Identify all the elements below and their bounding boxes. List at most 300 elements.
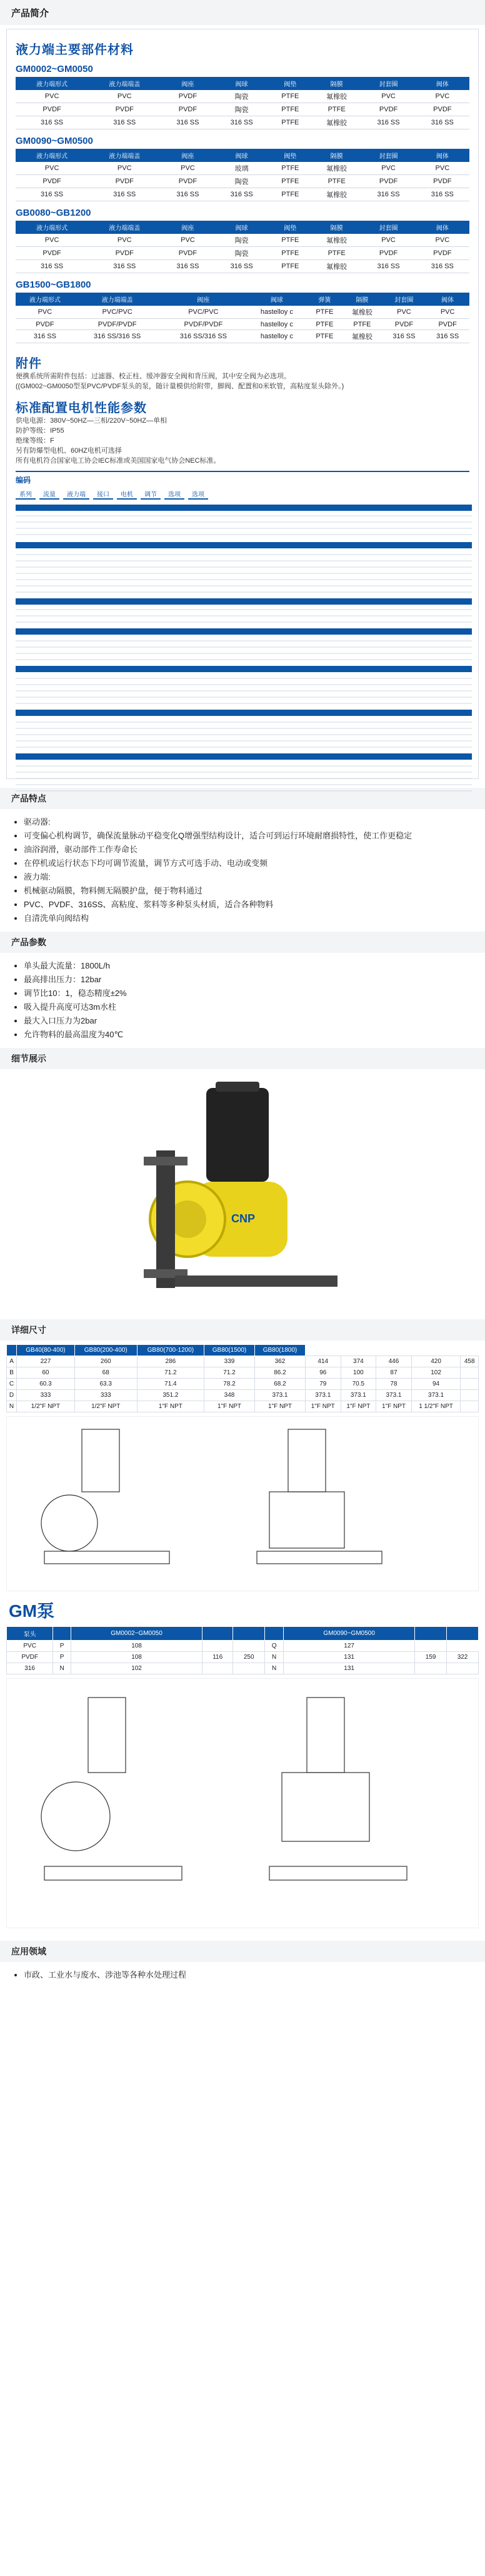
table-header	[202, 1627, 233, 1641]
table-cell: PTFE	[312, 175, 362, 188]
pump-image	[0, 1075, 485, 1313]
table-cell: PVDF	[416, 103, 469, 116]
table-cell	[202, 1663, 233, 1674]
table-cell: 87	[376, 1367, 412, 1379]
code-title: 编码	[16, 476, 31, 485]
table-cell: 1 1/2"F NPT	[411, 1401, 461, 1412]
table-cell: PVDF	[382, 319, 426, 330]
table-cell: 446	[376, 1356, 412, 1367]
table-cell	[415, 1663, 447, 1674]
table-cell: PVC	[16, 162, 88, 175]
table-cell: N	[265, 1663, 284, 1674]
table-cell: 102	[411, 1367, 461, 1379]
materials-header: 阀体	[426, 293, 469, 306]
table-header	[233, 1627, 265, 1641]
table-cell: 322	[447, 1652, 479, 1663]
table-header: GB40(80-400)	[17, 1345, 75, 1356]
table-cell	[202, 1641, 233, 1652]
table-cell: PVDF/PVDF	[161, 319, 247, 330]
materials-header: 阀座	[161, 221, 214, 234]
table-row	[16, 116, 469, 129]
code-item: 电机	[117, 489, 137, 500]
table-cell: 氟橡胶	[312, 116, 362, 129]
pump-illustration	[0, 1075, 485, 1313]
table-cell: 1"F NPT	[305, 1401, 341, 1412]
table-row	[7, 1641, 479, 1652]
list-item: • 在停机或运行状态下均可调节流量，调节方式可选手动、电动或变频	[24, 857, 471, 870]
code-item: 选项	[164, 489, 184, 500]
table-cell: 348	[204, 1390, 255, 1401]
table-cell: 316	[7, 1663, 53, 1674]
table-cell: PVDF	[161, 103, 214, 116]
spec-line: 防护等级：IP55	[16, 427, 64, 435]
table-cell: 316 SS	[215, 188, 269, 201]
table-cell: 氟橡胶	[312, 162, 362, 175]
table-cell: D	[7, 1390, 17, 1401]
table-row	[16, 188, 469, 201]
table-cell: PVC/PVC	[161, 306, 247, 319]
materials-header: 隔膜	[312, 221, 362, 234]
table-cell: 362	[255, 1356, 306, 1367]
table-cell	[461, 1367, 479, 1379]
list-item: • 调节比10：1，稳态精度±2%	[24, 987, 471, 1000]
table-cell: 1"F NPT	[341, 1401, 376, 1412]
intro-card	[6, 29, 479, 779]
table-cell	[461, 1379, 479, 1390]
table-cell: 71.4	[137, 1379, 204, 1390]
table-header	[447, 1627, 479, 1641]
table-cell: PTFE	[312, 103, 362, 116]
materials-table	[16, 77, 469, 129]
table-cell: 陶瓷	[215, 247, 269, 260]
materials-header: 阀垫	[269, 221, 312, 234]
table-cell: PTFE	[269, 247, 312, 260]
table-cell: 458	[461, 1356, 479, 1367]
table-cell: PTFE	[269, 260, 312, 273]
table-cell: 70.5	[341, 1379, 376, 1390]
table-cell: 333	[17, 1390, 75, 1401]
table-cell: 420	[411, 1356, 461, 1367]
table-cell	[415, 1641, 447, 1652]
table-cell: 1"F NPT	[376, 1401, 412, 1412]
list-item: • 吸入提升高度可达3m水柱	[24, 1000, 471, 1014]
table-cell: 陶瓷	[215, 234, 269, 247]
table-cell: 351.2	[137, 1390, 204, 1401]
materials-header: 液力端形式	[16, 149, 88, 162]
list-item: • 最大入口压力为2bar	[24, 1014, 471, 1028]
apps-list	[0, 1962, 485, 1988]
table-cell: 316 SS	[16, 188, 88, 201]
table-cell: PVC	[88, 234, 161, 247]
table-cell: PVDF	[361, 247, 415, 260]
table-cell: PVDF	[361, 175, 415, 188]
table-cell: PVC	[88, 90, 161, 103]
table-row	[16, 175, 469, 188]
table-cell: 60	[17, 1367, 75, 1379]
table-cell: PVDF	[88, 103, 161, 116]
table-cell: 氟橡胶	[342, 306, 382, 319]
materials-header: 液力端端盖	[88, 221, 161, 234]
table-cell: 96	[305, 1367, 341, 1379]
table-cell: N	[53, 1663, 71, 1674]
materials-table	[16, 149, 469, 201]
list-item: • 驱动器:	[24, 815, 471, 829]
table-cell: P	[53, 1641, 71, 1652]
gm-area	[6, 1626, 479, 1928]
spec-line: 供电电源：380V~50HZ—三相/220V~50HZ—单相	[16, 417, 168, 425]
table-cell: 陶瓷	[215, 90, 269, 103]
materials-header: 液力端端盖	[88, 77, 161, 90]
table-cell: PVDF	[416, 247, 469, 260]
gm-table	[6, 1626, 479, 1674]
table-header: GB80(1500)	[204, 1345, 255, 1356]
table-cell: PVDF	[16, 247, 88, 260]
table-cell: PTFE	[342, 319, 382, 330]
table-cell: PVC	[16, 234, 88, 247]
table-row	[7, 1379, 479, 1390]
app-item: • 市政、工业水与废水、涉池等各种水处理过程	[24, 1968, 471, 1982]
table-cell: PTFE	[269, 162, 312, 175]
table-cell: PTFE	[269, 175, 312, 188]
table-header	[415, 1627, 447, 1641]
materials-header: 阀体	[416, 221, 469, 234]
table-cell: 339	[204, 1356, 255, 1367]
table-cell: 1"F NPT	[255, 1401, 306, 1412]
code-item: 系列	[16, 489, 36, 500]
materials-header: 阀球	[246, 293, 307, 306]
table-cell: PVC	[361, 90, 415, 103]
table-cell: 227	[17, 1356, 75, 1367]
table-cell: PVDF	[361, 103, 415, 116]
table-cell: 316 SS	[88, 188, 161, 201]
table-header	[53, 1627, 71, 1641]
table-cell: 1"F NPT	[204, 1401, 255, 1412]
table-header	[7, 1345, 17, 1356]
spec-line: 另有防爆型电机、60HZ电机可选择	[16, 447, 122, 455]
code-item: 液力端	[63, 489, 89, 500]
table-cell: 414	[305, 1356, 341, 1367]
table-cell: PVC	[161, 162, 214, 175]
table-cell: N	[7, 1401, 17, 1412]
table-cell: 71.2	[137, 1367, 204, 1379]
table-row	[7, 1401, 479, 1412]
table-cell: PVC	[416, 90, 469, 103]
appendix-text: ((GM002~GM0050型泵PVC/PVDF泵头的泵，随计量模供给附带，脚阀、配置和0米软管，高粘度泵头除外。)	[16, 383, 344, 390]
table-cell: 63.3	[74, 1379, 137, 1390]
table-cell	[233, 1663, 265, 1674]
materials-group-title: GM0090~GM0500	[16, 136, 93, 146]
materials-header: 阀垫	[269, 149, 312, 162]
materials-table	[16, 293, 469, 343]
table-row	[7, 1652, 479, 1663]
params-list	[0, 953, 485, 1048]
table-cell: PTFE	[269, 103, 312, 116]
table-cell: 316 SS	[215, 260, 269, 273]
table-cell: PVC	[161, 234, 214, 247]
table-cell: 氟橡胶	[312, 260, 362, 273]
table-cell: PTFE	[312, 247, 362, 260]
table-cell: 316 SS	[161, 188, 214, 201]
table-cell: 316 SS	[361, 116, 415, 129]
table-cell: 316 SS/316 SS	[161, 330, 247, 343]
table-cell: 316 SS	[416, 188, 469, 201]
table-cell: 116	[202, 1652, 233, 1663]
list-item: • 自清洗单向阀结构	[24, 912, 471, 925]
section-dimensions: 详细尺寸	[0, 1319, 485, 1341]
table-cell: PVC	[382, 306, 426, 319]
materials-header: 封套圈	[361, 221, 415, 234]
gm-drawing-svg	[7, 1679, 479, 1929]
table-cell: 374	[341, 1356, 376, 1367]
table-cell: 316 SS	[361, 260, 415, 273]
table-cell: PTFE	[307, 319, 342, 330]
table-cell: 94	[411, 1379, 461, 1390]
table-cell: PVC	[16, 306, 74, 319]
table-cell	[461, 1390, 479, 1401]
list-item: • 油浴润滑，驱动部件工作寿命长	[24, 843, 471, 857]
code-block	[16, 471, 469, 500]
table-cell: PVDF	[161, 175, 214, 188]
standard-title: 标准配置电机性能参数	[16, 401, 147, 415]
dimension-drawing	[6, 1416, 479, 1591]
materials-header: 阀球	[215, 221, 269, 234]
table-cell: PVDF	[416, 175, 469, 188]
config-tables-svg	[16, 503, 472, 803]
materials-header: 阀座	[161, 149, 214, 162]
table-row	[7, 1663, 479, 1674]
materials-header: 隔膜	[312, 149, 362, 162]
table-row	[7, 1367, 479, 1379]
table-cell: PVDF	[88, 247, 161, 260]
table-cell: 78	[376, 1379, 412, 1390]
table-cell: 316 SS	[16, 330, 74, 343]
features-list	[0, 809, 485, 932]
materials-header: 阀座	[161, 293, 247, 306]
table-cell: PVDF	[161, 90, 214, 103]
brand-logo: CNP	[231, 1212, 256, 1225]
table-cell	[233, 1641, 265, 1652]
list-item: • 机械驱动隔膜，物料侧无隔膜护盘，便于物料通过	[24, 884, 471, 898]
materials-header: 隔膜	[342, 293, 382, 306]
table-cell: 260	[74, 1356, 137, 1367]
table-row	[16, 319, 469, 330]
table-cell: 79	[305, 1379, 341, 1390]
section-apps: 应用领域	[0, 1941, 485, 1962]
table-cell: PVC	[7, 1641, 53, 1652]
table-cell: 373.1	[305, 1390, 341, 1401]
table-cell: P	[53, 1652, 71, 1663]
materials-header: 阀体	[416, 77, 469, 90]
table-cell: PTFE	[269, 188, 312, 201]
table-cell	[447, 1663, 479, 1674]
table-cell: PVC/PVC	[74, 306, 161, 319]
table-cell: PVDF	[16, 103, 88, 116]
table-cell: Q	[265, 1641, 284, 1652]
table-cell: 108	[71, 1652, 202, 1663]
code-item: 选项	[188, 489, 208, 500]
table-row	[16, 330, 469, 343]
code-item: 流量	[39, 489, 59, 500]
table-cell: 127	[284, 1641, 415, 1652]
table-cell: 1/2"F NPT	[17, 1401, 75, 1412]
materials-table	[16, 221, 469, 273]
table-cell: 373.1	[255, 1390, 306, 1401]
table-cell: PVC	[88, 162, 161, 175]
materials-header: 阀体	[416, 149, 469, 162]
materials-header: 阀垫	[269, 77, 312, 90]
table-cell: PVDF	[161, 247, 214, 260]
table-cell: 1/2"F NPT	[74, 1401, 137, 1412]
materials-header: 封套圈	[361, 77, 415, 90]
gm-drawing	[6, 1678, 479, 1928]
table-cell: 68	[74, 1367, 137, 1379]
table-cell: PVC	[361, 162, 415, 175]
materials-header: 液力端形式	[16, 221, 88, 234]
table-cell: PTFE	[307, 330, 342, 343]
table-cell: hastelloy c	[246, 319, 307, 330]
table-header: 泵头	[7, 1627, 53, 1641]
code-items	[16, 489, 469, 500]
table-row	[16, 260, 469, 273]
table-cell: 316 SS	[161, 260, 214, 273]
materials-group-title: GB0080~GB1200	[16, 208, 91, 218]
table-cell: 玻璃	[215, 162, 269, 175]
table-cell: hastelloy c	[246, 306, 307, 319]
table-cell: 316 SS/316 SS	[74, 330, 161, 343]
table-cell: PVDF	[7, 1652, 53, 1663]
table-cell: 100	[341, 1367, 376, 1379]
list-item: • 液力端:	[24, 870, 471, 884]
spec-line: 绝缘等级：F	[16, 437, 54, 445]
table-header: GB80(200-400)	[74, 1345, 137, 1356]
section-params: 产品参数	[0, 932, 485, 953]
table-cell: 316 SS	[382, 330, 426, 343]
appendix-title: 附件	[16, 357, 42, 371]
materials-header: 阀球	[215, 77, 269, 90]
table-header: GM0090~GM0500	[284, 1627, 415, 1641]
table-cell: 108	[71, 1641, 202, 1652]
table-cell: 60.3	[17, 1379, 75, 1390]
table-cell: 316 SS	[416, 116, 469, 129]
materials-groups	[16, 64, 469, 343]
table-cell: 氟橡胶	[342, 330, 382, 343]
table-row	[16, 234, 469, 247]
table-cell: 316 SS	[88, 116, 161, 129]
section-details: 细节展示	[0, 1048, 485, 1069]
section-features: 产品特点	[0, 788, 485, 809]
table-header	[265, 1627, 284, 1641]
table-cell: PVDF	[16, 175, 88, 188]
table-cell: 86.2	[255, 1367, 306, 1379]
list-item: • 最高排出压力：12bar	[24, 973, 471, 987]
table-cell: 316 SS	[361, 188, 415, 201]
table-cell: PTFE	[307, 306, 342, 319]
spec-line: 所有电机符合国家电工协会IEC标准或美国国家电气协会NEC标准。	[16, 457, 221, 465]
table-cell: PTFE	[269, 234, 312, 247]
materials-header: 封套圈	[361, 149, 415, 162]
table-cell: N	[265, 1652, 284, 1663]
table-cell: 71.2	[204, 1367, 255, 1379]
list-item: • PVC、PVDF、316SS、高粘度、浆料等多种泵头材质，适合各种物料	[24, 898, 471, 912]
table-cell: 氟橡胶	[312, 188, 362, 201]
code-item: 调节	[141, 489, 161, 500]
table-header: GM0002~GM0050	[71, 1627, 202, 1641]
table-cell: PTFE	[269, 90, 312, 103]
table-row	[16, 103, 469, 116]
table-cell: hastelloy c	[246, 330, 307, 343]
table-cell	[461, 1401, 479, 1412]
table-cell: 131	[284, 1652, 415, 1663]
table-cell: PVDF	[426, 319, 469, 330]
table-cell: 陶瓷	[215, 175, 269, 188]
section-intro: 产品简介	[0, 0, 485, 25]
materials-header: 隔膜	[312, 77, 362, 90]
materials-group-title: GM0002~GM0050	[16, 64, 93, 74]
table-cell: 373.1	[376, 1390, 412, 1401]
table-cell: PVDF/PVDF	[74, 319, 161, 330]
table-header: GB80(1800)	[255, 1345, 306, 1356]
table-row	[7, 1356, 479, 1367]
gm-title: GM泵	[9, 1601, 55, 1621]
dimension-table	[6, 1344, 479, 1412]
table-row	[16, 90, 469, 103]
table-cell: PVC	[16, 90, 88, 103]
table-cell: 1"F NPT	[137, 1401, 204, 1412]
table-cell: PVDF	[88, 175, 161, 188]
list-item: • 单头最大流量：1800L/h	[24, 959, 471, 973]
table-cell: PVC	[416, 162, 469, 175]
dimension-drawing-svg	[7, 1417, 479, 1592]
table-cell: 氟橡胶	[312, 90, 362, 103]
dimension-area	[6, 1344, 479, 1591]
table-cell: PTFE	[269, 116, 312, 129]
table-cell: 78.2	[204, 1379, 255, 1390]
table-cell: A	[7, 1356, 17, 1367]
table-cell: 102	[71, 1663, 202, 1674]
table-cell: B	[7, 1367, 17, 1379]
materials-title: 液力端主要部件材料	[16, 43, 134, 57]
table-cell: 316 SS	[16, 260, 88, 273]
table-cell: PVC	[416, 234, 469, 247]
table-header: GB80(700-1200)	[137, 1345, 204, 1356]
materials-header: 阀座	[161, 77, 214, 90]
list-item: • 可变偏心机构调节，确保流量脉动平稳变化Q增强型结构设计，适合可到运行环境耐磨损特性，使工作更稳定	[24, 829, 471, 843]
table-row	[16, 247, 469, 260]
table-cell: PVC	[361, 234, 415, 247]
table-cell: 316 SS	[215, 116, 269, 129]
table-cell: PVC	[426, 306, 469, 319]
table-row	[16, 162, 469, 175]
table-cell: 159	[415, 1652, 447, 1663]
list-item: • 允许物料的最高温度为40℃	[24, 1028, 471, 1042]
table-cell: 131	[284, 1663, 415, 1674]
table-cell: 250	[233, 1652, 265, 1663]
materials-header: 液力端端盖	[74, 293, 161, 306]
materials-group-title: GB1500~GB1800	[16, 279, 91, 290]
materials-header: 液力端端盖	[88, 149, 161, 162]
table-cell: 68.2	[255, 1379, 306, 1390]
table-cell: 373.1	[341, 1390, 376, 1401]
table-cell: 陶瓷	[215, 103, 269, 116]
table-cell: 286	[137, 1356, 204, 1367]
appendix-text0: 便携系统所需附件包括：过滤器、校正柱、缓冲器安全阀和背压阀，其中安全阀为必选项。	[16, 373, 291, 380]
table-cell: 373.1	[411, 1390, 461, 1401]
table-row	[16, 306, 469, 319]
table-row	[7, 1390, 479, 1401]
materials-header: 液力端形式	[16, 293, 74, 306]
table-cell: 316 SS	[88, 260, 161, 273]
materials-header: 液力端形式	[16, 77, 88, 90]
